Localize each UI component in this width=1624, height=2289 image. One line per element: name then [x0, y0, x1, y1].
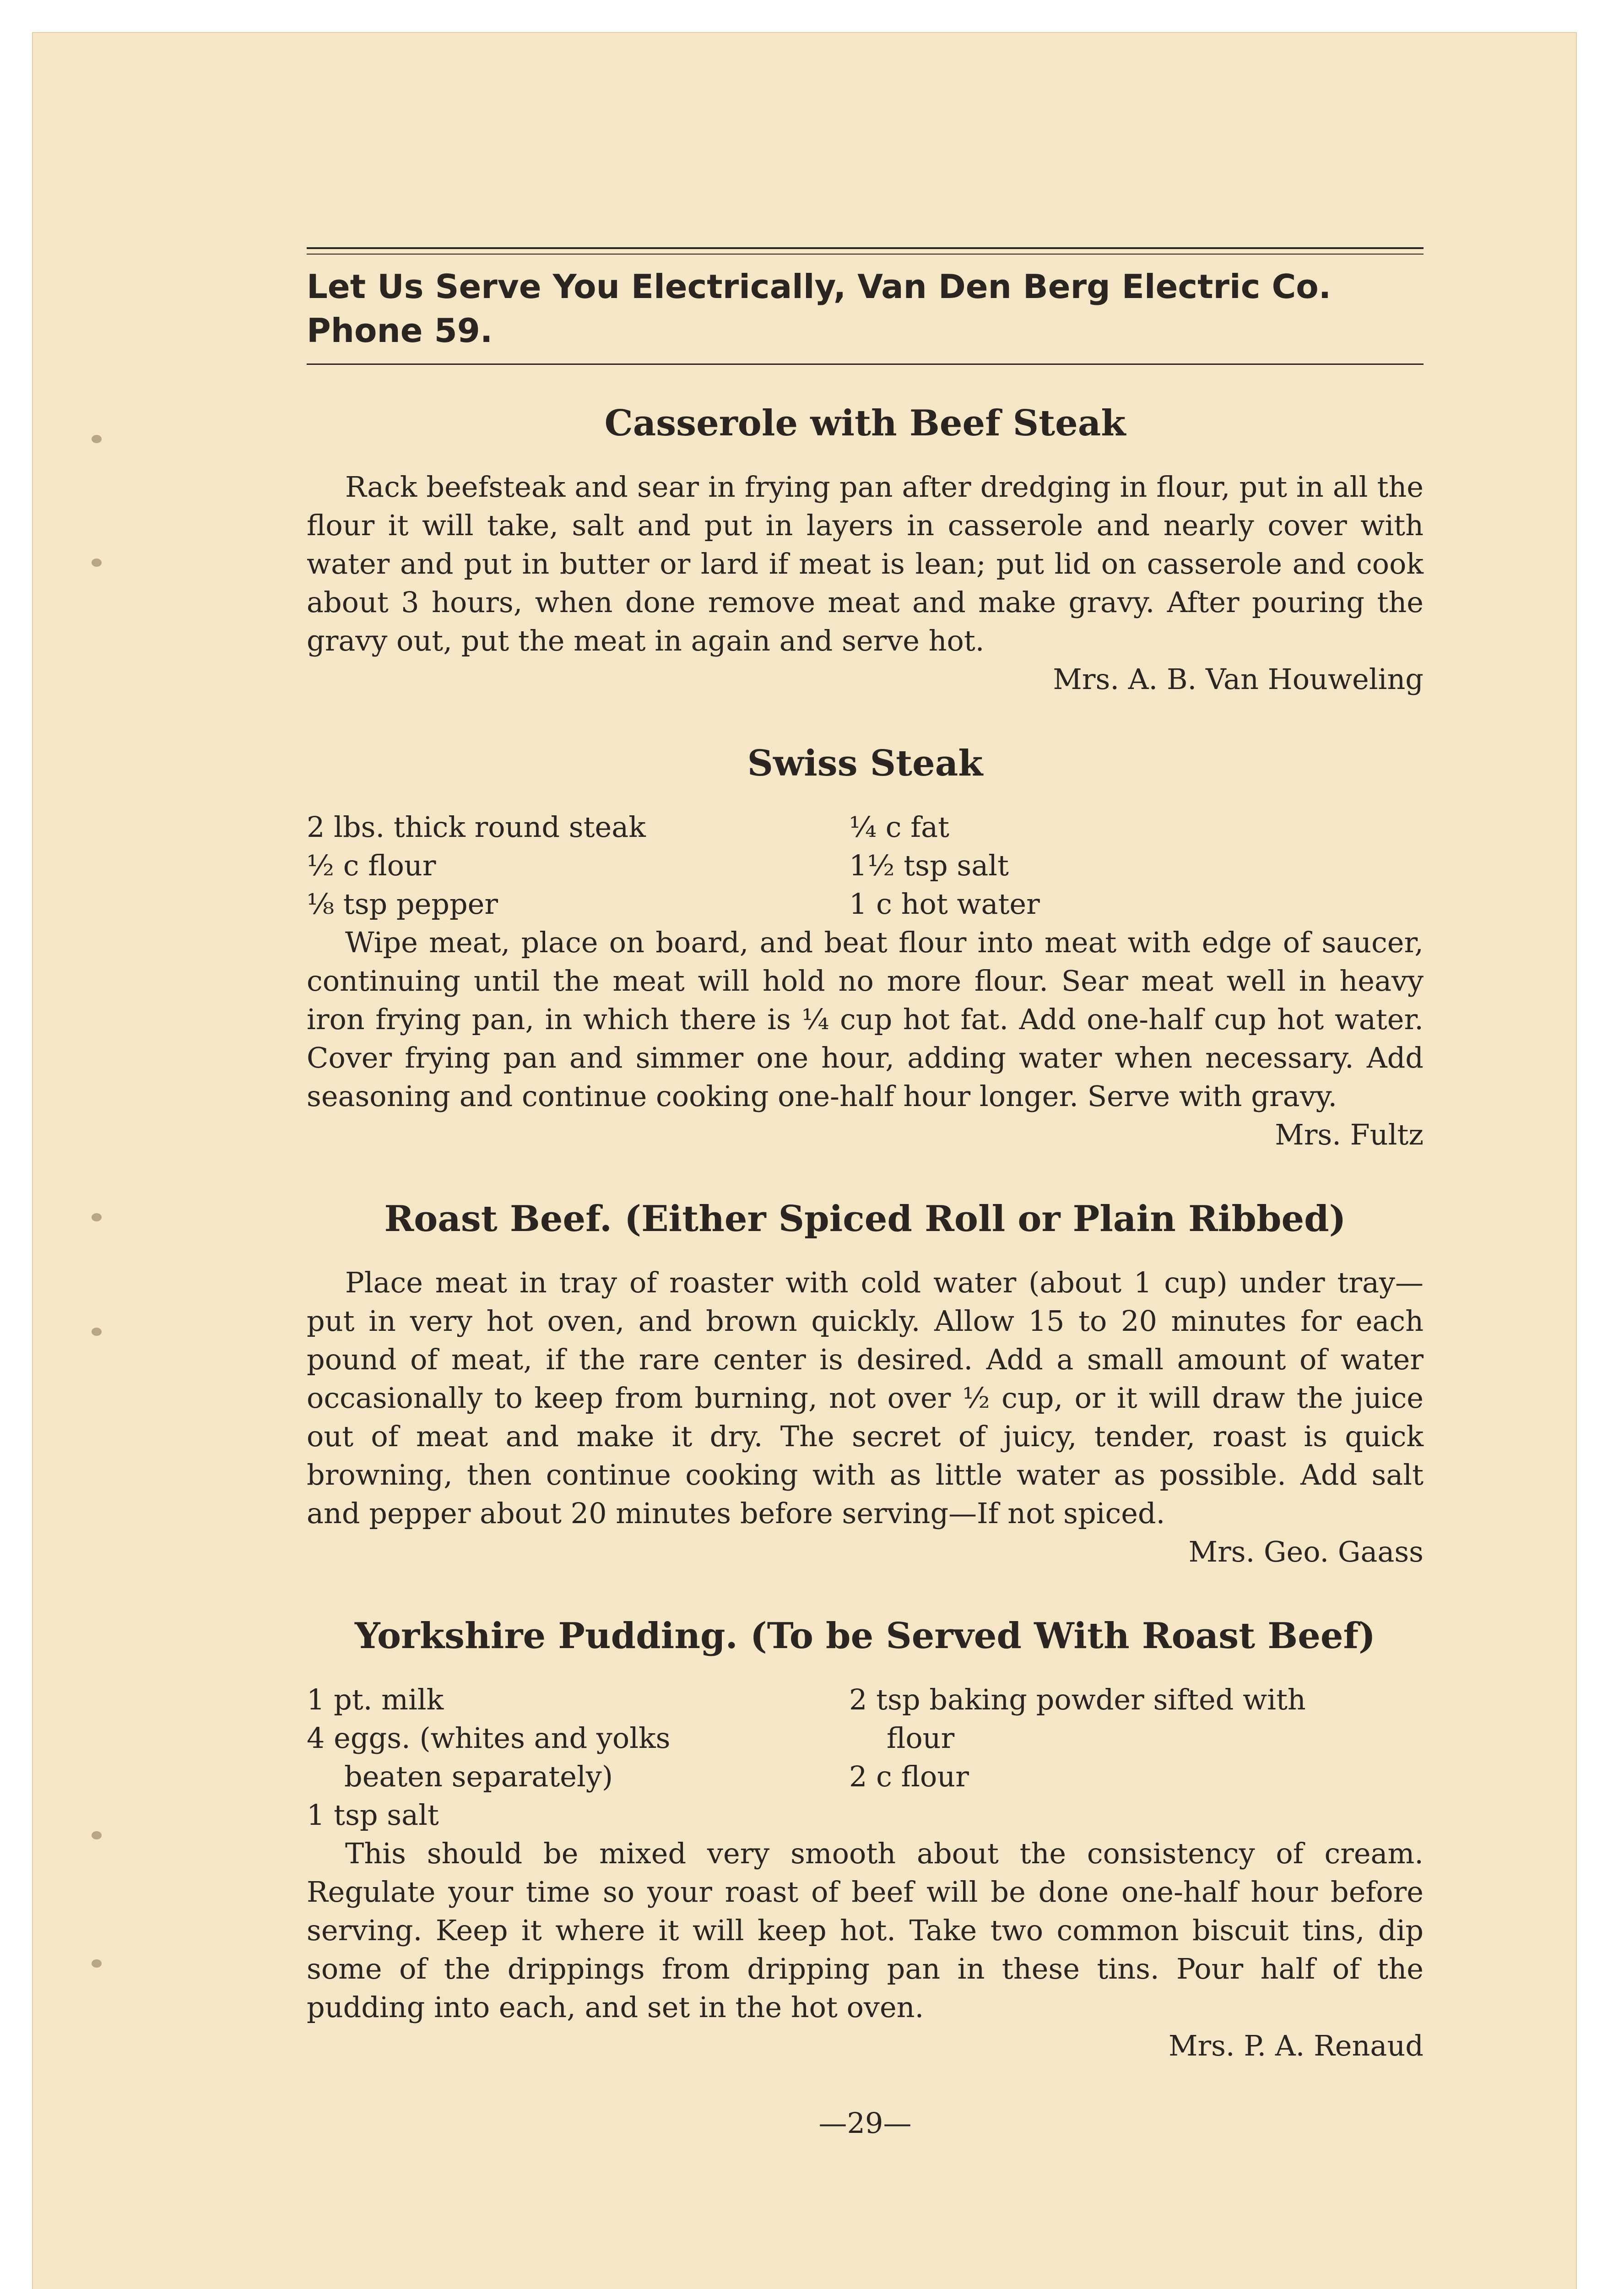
ingredient-list — [307, 1681, 1424, 1834]
ingredient: 1 pt. milk — [307, 1683, 444, 1716]
ingredient: ½ c flour — [307, 849, 436, 882]
ingredient: flour — [887, 1721, 955, 1755]
binding-hole — [92, 559, 102, 567]
page-sheet — [32, 32, 1577, 2289]
recipe-body: Place meat in tray of roaster with cold water (about 1 cup) under tray—put in very hot oven, and brown quickly. Allow 15 to 20 minutes for each pound of meat, if the rare center is desired. Add a small amount of water occasionally to keep from burning, not over ½ cup, or it will draw the juice out of meat and make it dry. The secret of juicy, tender, roast is quick browning, then continue cooking with as little water as possible. Add salt and pepper about 20 minutes before serving—If not spiced. — [307, 1266, 1424, 1530]
ingredient: ¼ c fat — [849, 810, 950, 844]
banner-line-2: Phone 59. — [307, 311, 493, 350]
recipe-roast-beef — [307, 1264, 1424, 1571]
recipe-title-swiss-steak: Swiss Steak — [747, 743, 983, 784]
ingredient: 1½ tsp salt — [849, 849, 1009, 882]
binding-hole — [92, 1831, 102, 1839]
header-rule-bottom — [307, 363, 1424, 365]
recipe-author: Mrs. Geo. Gaass — [1188, 1535, 1424, 1568]
binding-hole — [92, 1959, 102, 1968]
advertisement-banner — [307, 265, 1424, 353]
recipe-author: Mrs. A. B. Van Houweling — [1053, 662, 1424, 696]
recipe-body: This should be mixed very smooth about the consistency of cream. Regulate your time so your roast of beef will be done one-half hour before serving. Keep it where it will keep hot. Take two common biscuit tins, dip some of the drippings from dripping pan in these tins. Pour half of the pudding into each, and set in the hot oven. — [307, 1837, 1424, 2024]
page-content — [307, 247, 1424, 2140]
recipe-body: Rack beefsteak and sear in frying pan after dredging in flour, put in all the flour it will take, salt and put in layers in casserole and nearly cover with water and put in butter or lard if meat is lean; put lid on casserole and cook about 3 hours, when done remove meat and make gravy. After pouring the gravy out, put the meat in again and serve hot. — [307, 470, 1424, 657]
recipe-casserole — [307, 468, 1424, 699]
binding-hole — [92, 435, 102, 443]
ingredient: 2 tsp baking powder sifted with — [849, 1683, 1306, 1716]
recipe-author: Mrs. P. A. Renaud — [1168, 2029, 1424, 2062]
ingredient: 2 lbs. thick round steak — [307, 810, 646, 844]
ingredient — [849, 1796, 1424, 1834]
header-rule-top — [307, 247, 1424, 255]
binding-hole — [92, 1213, 102, 1221]
recipe-title-yorkshire-pudding: Yorkshire Pudding. (To be Served With Roast Beef) — [355, 1615, 1375, 1657]
binding-hole — [92, 1328, 102, 1336]
banner-line-1: Let Us Serve You Electrically, Van Den Berg Electric Co. — [307, 267, 1332, 306]
ingredient: 2 c flour — [849, 1760, 969, 1793]
recipe-body: Wipe meat, place on board, and beat flour into meat with edge of saucer, continuing until the meat will hold no more flour. Sear meat well in heavy iron frying pan, in which there is ¼ cup hot fat. Add one-half cup hot water. Cover frying pan and simmer one hour, adding water when necessary. Add seasoning and continue cooking one-half hour longer. Serve with gravy. — [307, 926, 1424, 1113]
ingredient: 1 c hot water — [849, 887, 1040, 921]
ingredient: ⅛ tsp pepper — [307, 887, 498, 921]
ingredient: beaten separately) — [344, 1760, 613, 1793]
ingredient: 4 eggs. (whites and yolks — [307, 1721, 671, 1755]
ingredient: 1 tsp salt — [307, 1798, 439, 1832]
ingredient-list — [307, 808, 1424, 923]
recipe-title-casserole: Casserole with Beef Steak — [604, 402, 1126, 444]
recipe-title-roast-beef: Roast Beef. (Either Spiced Roll or Plain Ribbed) — [384, 1198, 1346, 1240]
page-number: —29— — [818, 2106, 912, 2140]
recipe-author: Mrs. Fultz — [1275, 1118, 1424, 1151]
